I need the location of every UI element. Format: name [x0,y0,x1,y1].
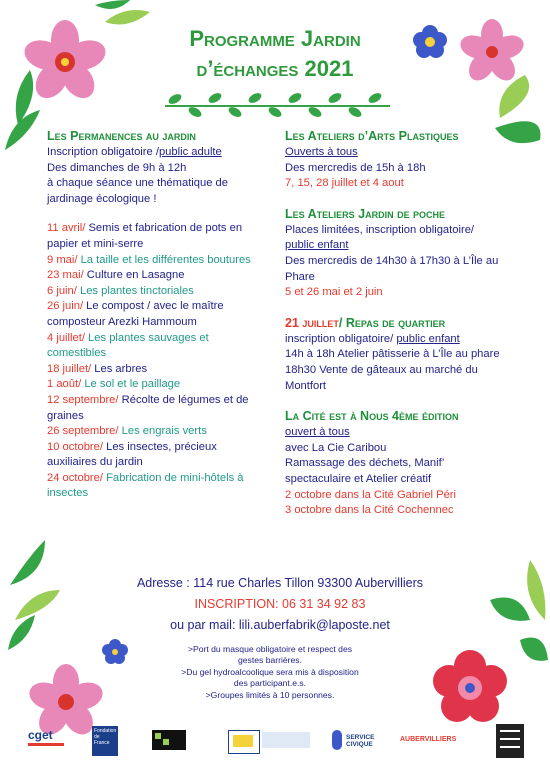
description-text: à chaque séance une thématique de jardinage écologique ! [47,177,229,205]
arts-dates: 7, 15, 28 juillet et 4 aout [285,177,404,190]
session-text: Le compost / avec le maître composteur Arezki Hammoum [47,300,224,328]
cite-activities: Ramassage des déchets, Manif’ spectaculaire et Atelier créatif [285,457,444,485]
session-date: 1 août/ [47,378,82,391]
session-text: Semis et fabrication de pots en papier et mini-serre [47,222,243,250]
fondation-logo-text: Fondation de France [94,728,117,746]
session-text: Culture en Lasagne [83,269,185,282]
leaf-garland-icon [165,91,390,119]
session-text: Les insectes, précieux auxiliaires du jardin [47,440,217,469]
meal-date: 21 juillet [285,315,339,330]
aubervilliers-logo: AUBERVILLIERS [400,736,457,743]
blue-flower-icon [413,25,447,58]
section-heading-cite: La Cité est à Nous 4ème édition [285,409,459,424]
public-adulte-link: public adulte [158,146,222,158]
cite-date-1: 2 octobre dans la Cité Gabriel Péri [285,488,457,501]
blue-flower-icon [102,639,128,664]
section-heading-meal [285,315,500,332]
title-line-1: Programme Jardin [189,26,361,51]
session-text: Les engrais verts [118,425,207,438]
note-groups: >Groupes limités à 10 personnes. [205,689,335,700]
partner-logos [0,722,550,762]
arts-schedule: Des mercredis de 15h à 18h [285,161,426,174]
session-text: Les arbres [91,362,148,375]
meal-heading: / Repas de quartier [338,315,446,330]
session-date: 11 avril/ [47,222,86,235]
cite-date-2: 3 octobre dans la Cité Cochennec [285,504,454,517]
session-entry [47,377,262,393]
session-entry [47,268,262,284]
session-text: Fabrication de mini-hôtels à insectes [47,471,244,500]
session-text: Récolte de légumes et de graines [47,393,249,422]
session-entry [47,362,262,378]
session-text: Les plantes tinctoriales [76,284,194,297]
section-heading-pocket: Les Ateliers Jardin de poche [285,206,446,221]
right-column [285,128,500,519]
cite-partner: avec La Cie Caribou [285,441,387,454]
pink-flower-icon [21,20,110,104]
session-text: Le sol et le paillage [81,378,181,391]
fondation-de-france-logo [92,726,118,756]
schedule-text: Des dimanches de 9h à 12h [47,161,187,174]
note-mask: >Port du masque obligatoire et respect des gestes barrières. [187,644,353,666]
meal-public: public enfant [396,332,460,345]
leaf-branch-icon [8,540,60,650]
session-entry [47,299,262,330]
pocket-schedule: Des mercredis de 14h30 à 17h30 à L’Île au Phare [285,254,499,283]
red-flower-icon [433,650,507,722]
pocket-limit: Places limitées, inscription obligatoire/ [285,223,475,236]
cite-open: ouvert à tous [285,426,350,439]
session-text: La taille et les différentes boutures [77,253,251,266]
session-entry [47,440,262,471]
cget-logo-text: cget [28,728,53,742]
session-text: Les plantes sauvages et comestibles [47,331,209,360]
pink-flower-icon [457,19,526,85]
plein-commun-logo [152,730,186,750]
phone-text: INSCRIPTION: 06 31 34 92 83 [194,597,366,611]
leaf-branch-icon [490,560,548,661]
session-date: 6 juin/ [47,284,77,297]
meal-inscription-label: inscription obligatoire/ [285,332,397,345]
service-civique-logo [332,728,392,754]
meal-workshop: 14h à 18h Atelier pâtisserie à L’Île au phare [285,348,500,361]
session-entry [47,221,262,252]
meal-sale: 18h30 Vente de gâteaux au marché du Montfort [285,363,478,392]
session-date: 10 octobre/ [47,440,103,453]
session-entry [47,393,262,424]
section-heading-arts: Les Ateliers d’Arts Plastiques [285,129,459,143]
page-title [150,24,400,84]
session-entry [47,284,262,300]
session-entry [47,331,262,362]
session-date: 9 mai/ [47,253,78,266]
email-link[interactable]: ou par mail: lili.auberfabrik@laposte.net [170,618,390,632]
pocket-public: public enfant [285,239,349,252]
inscription-label: Inscription obligatoire / [47,146,159,158]
sanitary-notes [180,644,360,701]
meal-inscription [285,332,500,348]
session-date: 18 juillet/ [47,362,92,375]
oph-logo [228,730,260,754]
session-entry [47,471,262,502]
service-civique-text: SERVICE CIVIQUE [346,734,375,748]
left-column [47,128,262,502]
address-text: Adresse : 114 rue Charles Tillon 93300 Aubervilliers [136,576,424,590]
session-date: 12 septembre/ [47,393,119,406]
session-date: 26 septembre/ [47,425,119,438]
session-date: 4 juillet/ [47,331,85,344]
inscription-line [47,145,262,161]
leaf-icon [495,75,540,143]
session-date: 26 juin/ [47,300,84,313]
session-date: 24 octobre/ [47,471,103,484]
note-gel: >Du gel hydroalcoolique sera mis à disposition des participant.e.s. [181,666,359,689]
section-heading-permanences: Les Permanences au jardin [47,129,196,143]
title-line-2: d’échanges 2021 [196,56,354,81]
session-entry [47,424,262,440]
session-date: 23 mai/ [47,269,84,282]
arts-open-text: Ouverts à tous [285,146,358,158]
session-entry [47,253,262,269]
auber-fabrik-logo [496,724,524,758]
cget-logo [28,728,68,756]
pocket-dates: 5 et 26 mai et 2 juin [285,286,383,299]
oph-text-banner [262,732,310,748]
